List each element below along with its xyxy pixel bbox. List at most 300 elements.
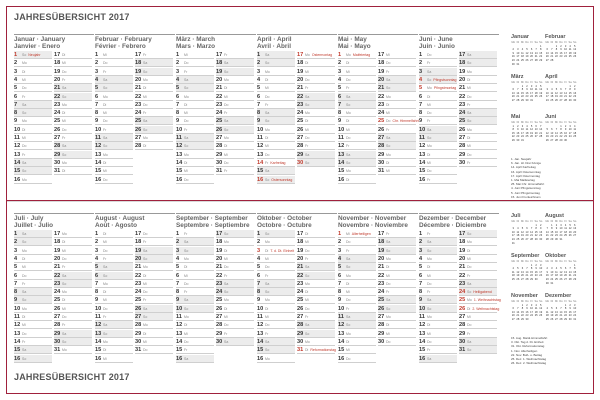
day-cell[interactable] xyxy=(257,255,295,263)
day-cell[interactable] xyxy=(459,84,497,92)
day-cell[interactable] xyxy=(419,176,457,184)
day-cell[interactable] xyxy=(95,305,133,313)
day-cell[interactable] xyxy=(14,68,52,76)
day-cell[interactable] xyxy=(14,296,52,304)
day-cell[interactable] xyxy=(54,313,92,321)
day-cell[interactable] xyxy=(95,51,133,59)
day-cell[interactable] xyxy=(419,151,457,159)
day-cell[interactable] xyxy=(95,167,133,175)
day-cell[interactable] xyxy=(297,109,335,117)
day-cell[interactable] xyxy=(297,305,335,313)
day-cell[interactable] xyxy=(216,134,254,142)
day-cell[interactable] xyxy=(459,68,497,76)
day-cell[interactable] xyxy=(176,288,214,296)
day-cell[interactable] xyxy=(216,330,254,338)
day-cell[interactable] xyxy=(176,230,214,238)
day-cell[interactable] xyxy=(95,247,133,255)
day-cell[interactable] xyxy=(216,238,254,246)
day-cell[interactable] xyxy=(135,76,173,84)
day-cell[interactable] xyxy=(459,296,501,304)
day-cell[interactable] xyxy=(176,76,214,84)
day-cell[interactable] xyxy=(419,296,457,304)
day-cell[interactable] xyxy=(338,313,376,321)
day-cell[interactable] xyxy=(378,68,416,76)
day-cell[interactable] xyxy=(459,272,497,280)
day-cell[interactable] xyxy=(95,176,133,184)
day-cell[interactable] xyxy=(14,126,52,134)
day-cell[interactable] xyxy=(135,338,173,346)
day-cell[interactable] xyxy=(176,321,214,329)
day-cell[interactable] xyxy=(419,134,457,142)
day-cell[interactable] xyxy=(297,255,335,263)
day-cell[interactable] xyxy=(135,117,173,125)
day-cell[interactable] xyxy=(14,109,52,117)
day-cell[interactable] xyxy=(297,280,335,288)
day-cell[interactable] xyxy=(459,280,497,288)
day-cell[interactable] xyxy=(95,230,133,238)
day-cell[interactable] xyxy=(54,238,92,246)
day-cell[interactable] xyxy=(338,338,376,346)
day-cell[interactable] xyxy=(14,355,52,363)
day-cell[interactable] xyxy=(135,263,173,271)
day-cell[interactable] xyxy=(54,167,92,175)
day-cell[interactable] xyxy=(459,159,497,167)
day-cell[interactable] xyxy=(54,93,92,101)
day-cell[interactable] xyxy=(54,159,92,167)
day-cell[interactable] xyxy=(459,109,497,117)
day-cell[interactable] xyxy=(216,109,254,117)
day-cell[interactable] xyxy=(297,142,335,150)
day-cell[interactable] xyxy=(14,59,52,67)
day-cell[interactable] xyxy=(419,255,457,263)
day-cell[interactable] xyxy=(176,330,214,338)
day-cell[interactable] xyxy=(297,76,335,84)
day-cell[interactable] xyxy=(54,76,92,84)
day-cell[interactable] xyxy=(176,68,214,76)
day-cell[interactable] xyxy=(459,134,497,142)
day-cell[interactable] xyxy=(95,338,133,346)
day-cell[interactable] xyxy=(338,355,376,363)
day-cell[interactable] xyxy=(54,126,92,134)
day-cell[interactable] xyxy=(378,76,416,84)
day-cell[interactable] xyxy=(378,151,416,159)
day-cell[interactable] xyxy=(297,126,335,134)
day-cell[interactable] xyxy=(54,247,92,255)
day-cell[interactable] xyxy=(14,346,52,354)
day-cell[interactable] xyxy=(378,167,416,175)
day-cell[interactable] xyxy=(257,68,295,76)
day-cell[interactable] xyxy=(459,321,497,329)
day-cell[interactable] xyxy=(95,134,133,142)
day-cell[interactable] xyxy=(338,93,376,101)
day-cell[interactable] xyxy=(378,247,416,255)
day-cell[interactable] xyxy=(257,346,295,354)
day-cell[interactable] xyxy=(176,84,214,92)
day-cell[interactable] xyxy=(216,321,254,329)
day-cell[interactable] xyxy=(14,84,52,92)
day-cell[interactable] xyxy=(176,338,214,346)
day-cell[interactable] xyxy=(216,255,254,263)
day-cell[interactable] xyxy=(297,93,335,101)
day-cell[interactable] xyxy=(216,263,254,271)
day-cell[interactable] xyxy=(216,280,254,288)
day-cell[interactable] xyxy=(459,305,500,313)
day-cell[interactable] xyxy=(216,142,254,150)
day-cell[interactable] xyxy=(257,230,295,238)
day-cell[interactable] xyxy=(257,238,295,246)
day-cell[interactable] xyxy=(297,230,335,238)
day-cell[interactable] xyxy=(257,151,295,159)
day-cell[interactable] xyxy=(95,109,133,117)
day-cell[interactable] xyxy=(459,263,497,271)
day-cell[interactable] xyxy=(14,76,52,84)
day-cell[interactable] xyxy=(419,238,457,246)
day-cell[interactable] xyxy=(14,176,52,184)
day-cell[interactable] xyxy=(14,313,52,321)
day-cell[interactable] xyxy=(54,330,92,338)
day-cell[interactable] xyxy=(459,330,497,338)
day-cell[interactable] xyxy=(216,247,254,255)
day-cell[interactable] xyxy=(257,159,295,167)
day-cell[interactable] xyxy=(338,109,376,117)
day-cell[interactable] xyxy=(378,59,416,67)
day-cell[interactable] xyxy=(419,159,457,167)
day-cell[interactable] xyxy=(338,330,376,338)
day-cell[interactable] xyxy=(54,296,92,304)
day-cell[interactable] xyxy=(176,346,214,354)
day-cell[interactable] xyxy=(378,338,416,346)
day-cell[interactable] xyxy=(216,167,254,175)
day-cell[interactable] xyxy=(419,109,457,117)
day-cell[interactable] xyxy=(54,151,92,159)
day-cell[interactable] xyxy=(14,272,52,280)
day-cell[interactable] xyxy=(378,230,416,238)
day-cell[interactable] xyxy=(419,59,457,67)
day-cell[interactable] xyxy=(459,126,497,134)
day-cell[interactable] xyxy=(135,68,173,76)
day-cell[interactable] xyxy=(14,280,52,288)
day-cell[interactable] xyxy=(135,272,173,280)
day-cell[interactable] xyxy=(459,346,497,354)
day-cell[interactable] xyxy=(338,247,376,255)
day-cell[interactable] xyxy=(216,51,254,59)
day-cell[interactable] xyxy=(135,346,173,354)
day-cell[interactable] xyxy=(419,355,457,363)
day-cell[interactable] xyxy=(135,321,173,329)
day-cell[interactable] xyxy=(338,84,376,92)
day-cell[interactable] xyxy=(459,142,497,150)
day-cell[interactable] xyxy=(338,76,376,84)
day-cell[interactable] xyxy=(176,296,214,304)
day-cell[interactable] xyxy=(378,51,416,59)
day-cell[interactable] xyxy=(54,272,92,280)
day-cell[interactable] xyxy=(95,280,133,288)
day-cell[interactable] xyxy=(176,51,214,59)
day-cell[interactable] xyxy=(135,230,173,238)
day-cell[interactable] xyxy=(14,93,52,101)
day-cell[interactable] xyxy=(95,313,133,321)
day-cell[interactable] xyxy=(338,167,376,175)
day-cell[interactable] xyxy=(54,134,92,142)
day-cell[interactable] xyxy=(297,101,335,109)
day-cell[interactable] xyxy=(95,68,133,76)
day-cell[interactable] xyxy=(216,272,254,280)
day-cell[interactable] xyxy=(419,263,457,271)
day-cell[interactable] xyxy=(14,305,52,313)
day-cell[interactable] xyxy=(14,321,52,329)
day-cell[interactable] xyxy=(176,238,214,246)
day-cell[interactable] xyxy=(95,76,133,84)
day-cell[interactable] xyxy=(14,151,52,159)
day-cell[interactable] xyxy=(216,76,254,84)
day-cell[interactable] xyxy=(135,330,173,338)
day-cell[interactable] xyxy=(419,346,457,354)
day-cell[interactable] xyxy=(419,330,457,338)
day-cell[interactable] xyxy=(54,68,92,76)
day-cell[interactable] xyxy=(459,338,497,346)
day-cell[interactable] xyxy=(95,84,133,92)
day-cell[interactable] xyxy=(176,313,214,321)
day-cell[interactable] xyxy=(257,59,295,67)
day-cell[interactable] xyxy=(378,272,416,280)
day-cell[interactable] xyxy=(338,59,376,67)
day-cell[interactable] xyxy=(95,151,133,159)
day-cell[interactable] xyxy=(135,109,173,117)
day-cell[interactable] xyxy=(257,117,295,125)
day-cell[interactable] xyxy=(95,59,133,67)
day-cell[interactable] xyxy=(14,101,52,109)
day-cell[interactable] xyxy=(378,321,416,329)
day-cell[interactable] xyxy=(378,101,416,109)
day-cell[interactable] xyxy=(95,288,133,296)
day-cell[interactable] xyxy=(95,93,133,101)
day-cell[interactable] xyxy=(14,142,52,150)
day-cell[interactable] xyxy=(14,338,52,346)
day-cell[interactable] xyxy=(176,117,214,125)
day-cell[interactable] xyxy=(14,238,52,246)
day-cell[interactable] xyxy=(419,51,457,59)
day-cell[interactable] xyxy=(54,117,92,125)
day-cell[interactable] xyxy=(95,272,133,280)
day-cell[interactable] xyxy=(459,76,497,84)
day-cell[interactable] xyxy=(54,338,92,346)
day-cell[interactable] xyxy=(95,142,133,150)
day-cell[interactable] xyxy=(338,51,376,59)
day-cell[interactable] xyxy=(297,338,335,346)
day-cell[interactable] xyxy=(378,280,416,288)
day-cell[interactable] xyxy=(257,321,295,329)
day-cell[interactable] xyxy=(297,84,335,92)
day-cell[interactable] xyxy=(54,51,92,59)
day-cell[interactable] xyxy=(297,313,335,321)
day-cell[interactable] xyxy=(216,296,254,304)
day-cell[interactable] xyxy=(338,117,376,125)
day-cell[interactable] xyxy=(14,230,52,238)
day-cell[interactable] xyxy=(338,68,376,76)
day-cell[interactable] xyxy=(216,126,254,134)
day-cell[interactable] xyxy=(378,142,416,150)
day-cell[interactable] xyxy=(216,159,254,167)
day-cell[interactable] xyxy=(135,101,173,109)
day-cell[interactable] xyxy=(176,355,214,363)
day-cell[interactable] xyxy=(378,109,416,117)
day-cell[interactable] xyxy=(135,134,173,142)
day-cell[interactable] xyxy=(297,263,335,271)
day-cell[interactable] xyxy=(257,338,295,346)
day-cell[interactable] xyxy=(95,101,133,109)
day-cell[interactable] xyxy=(459,255,497,263)
day-cell[interactable] xyxy=(257,51,295,59)
day-cell[interactable] xyxy=(257,176,295,184)
day-cell[interactable] xyxy=(14,263,52,271)
day-cell[interactable] xyxy=(378,134,416,142)
day-cell[interactable] xyxy=(176,93,214,101)
day-cell[interactable] xyxy=(338,296,376,304)
day-cell[interactable] xyxy=(378,238,416,246)
day-cell[interactable] xyxy=(419,117,457,125)
day-cell[interactable] xyxy=(459,238,497,246)
day-cell[interactable] xyxy=(54,84,92,92)
day-cell[interactable] xyxy=(216,305,254,313)
day-cell[interactable] xyxy=(135,142,173,150)
day-cell[interactable] xyxy=(297,159,335,167)
day-cell[interactable] xyxy=(216,68,254,76)
day-cell[interactable] xyxy=(135,288,173,296)
day-cell[interactable] xyxy=(419,305,457,313)
day-cell[interactable] xyxy=(54,305,92,313)
day-cell[interactable] xyxy=(297,321,335,329)
day-cell[interactable] xyxy=(257,305,295,313)
day-cell[interactable] xyxy=(257,101,295,109)
day-cell[interactable] xyxy=(338,272,376,280)
day-cell[interactable] xyxy=(378,84,416,92)
day-cell[interactable] xyxy=(14,159,52,167)
day-cell[interactable] xyxy=(297,68,335,76)
day-cell[interactable] xyxy=(54,142,92,150)
day-cell[interactable] xyxy=(54,288,92,296)
day-cell[interactable] xyxy=(95,117,133,125)
day-cell[interactable] xyxy=(257,142,295,150)
day-cell[interactable] xyxy=(459,51,497,59)
day-cell[interactable] xyxy=(54,230,92,238)
day-cell[interactable] xyxy=(135,126,173,134)
day-cell[interactable] xyxy=(176,59,214,67)
day-cell[interactable] xyxy=(297,330,335,338)
day-cell[interactable] xyxy=(297,346,335,354)
day-cell[interactable] xyxy=(338,230,376,238)
day-cell[interactable] xyxy=(95,238,133,246)
day-cell[interactable] xyxy=(176,134,214,142)
day-cell[interactable] xyxy=(338,134,376,142)
day-cell[interactable] xyxy=(176,255,214,263)
day-cell[interactable] xyxy=(459,59,497,67)
day-cell[interactable] xyxy=(14,117,52,125)
day-cell[interactable] xyxy=(459,151,497,159)
day-cell[interactable] xyxy=(257,126,295,134)
day-cell[interactable] xyxy=(257,280,295,288)
day-cell[interactable] xyxy=(419,101,457,109)
day-cell[interactable] xyxy=(176,247,214,255)
day-cell[interactable] xyxy=(54,321,92,329)
day-cell[interactable] xyxy=(338,321,376,329)
day-cell[interactable] xyxy=(176,142,214,150)
day-cell[interactable] xyxy=(54,263,92,271)
day-cell[interactable] xyxy=(135,305,173,313)
day-cell[interactable] xyxy=(297,134,335,142)
day-cell[interactable] xyxy=(135,247,173,255)
day-cell[interactable] xyxy=(216,93,254,101)
day-cell[interactable] xyxy=(216,59,254,67)
day-cell[interactable] xyxy=(176,101,214,109)
day-cell[interactable] xyxy=(257,330,295,338)
day-cell[interactable] xyxy=(378,159,416,167)
day-cell[interactable] xyxy=(257,263,295,271)
day-cell[interactable] xyxy=(338,263,376,271)
day-cell[interactable] xyxy=(216,313,254,321)
day-cell[interactable] xyxy=(297,151,335,159)
day-cell[interactable] xyxy=(419,321,457,329)
day-cell[interactable] xyxy=(54,59,92,67)
day-cell[interactable] xyxy=(459,313,497,321)
day-cell[interactable] xyxy=(338,288,376,296)
day-cell[interactable] xyxy=(257,296,295,304)
day-cell[interactable] xyxy=(419,313,457,321)
day-cell[interactable] xyxy=(135,84,173,92)
day-cell[interactable] xyxy=(216,151,254,159)
day-cell[interactable] xyxy=(459,247,497,255)
day-cell[interactable] xyxy=(378,330,416,338)
day-cell[interactable] xyxy=(257,93,295,101)
day-cell[interactable] xyxy=(257,355,295,363)
day-cell[interactable] xyxy=(419,68,457,76)
day-cell[interactable] xyxy=(419,288,457,296)
day-cell[interactable] xyxy=(419,230,457,238)
day-cell[interactable] xyxy=(54,280,92,288)
day-cell[interactable] xyxy=(176,109,214,117)
day-cell[interactable] xyxy=(338,151,376,159)
day-cell[interactable] xyxy=(459,93,497,101)
day-cell[interactable] xyxy=(419,126,457,134)
day-cell[interactable] xyxy=(257,76,295,84)
day-cell[interactable] xyxy=(419,76,457,84)
day-cell[interactable] xyxy=(378,117,419,125)
day-cell[interactable] xyxy=(95,355,133,363)
day-cell[interactable] xyxy=(257,134,295,142)
day-cell[interactable] xyxy=(459,101,497,109)
day-cell[interactable] xyxy=(378,313,416,321)
day-cell[interactable] xyxy=(14,134,52,142)
day-cell[interactable] xyxy=(297,238,335,246)
day-cell[interactable] xyxy=(216,230,254,238)
day-cell[interactable] xyxy=(338,255,376,263)
day-cell[interactable] xyxy=(297,247,335,255)
day-cell[interactable] xyxy=(176,151,214,159)
day-cell[interactable] xyxy=(378,255,416,263)
day-cell[interactable] xyxy=(257,288,295,296)
day-cell[interactable] xyxy=(419,280,457,288)
day-cell[interactable] xyxy=(257,247,295,255)
day-cell[interactable] xyxy=(95,330,133,338)
day-cell[interactable] xyxy=(378,93,416,101)
day-cell[interactable] xyxy=(95,296,133,304)
day-cell[interactable] xyxy=(135,280,173,288)
day-cell[interactable] xyxy=(419,272,457,280)
day-cell[interactable] xyxy=(459,288,497,296)
day-cell[interactable] xyxy=(257,84,295,92)
day-cell[interactable] xyxy=(338,238,376,246)
day-cell[interactable] xyxy=(54,101,92,109)
day-cell[interactable] xyxy=(378,305,416,313)
